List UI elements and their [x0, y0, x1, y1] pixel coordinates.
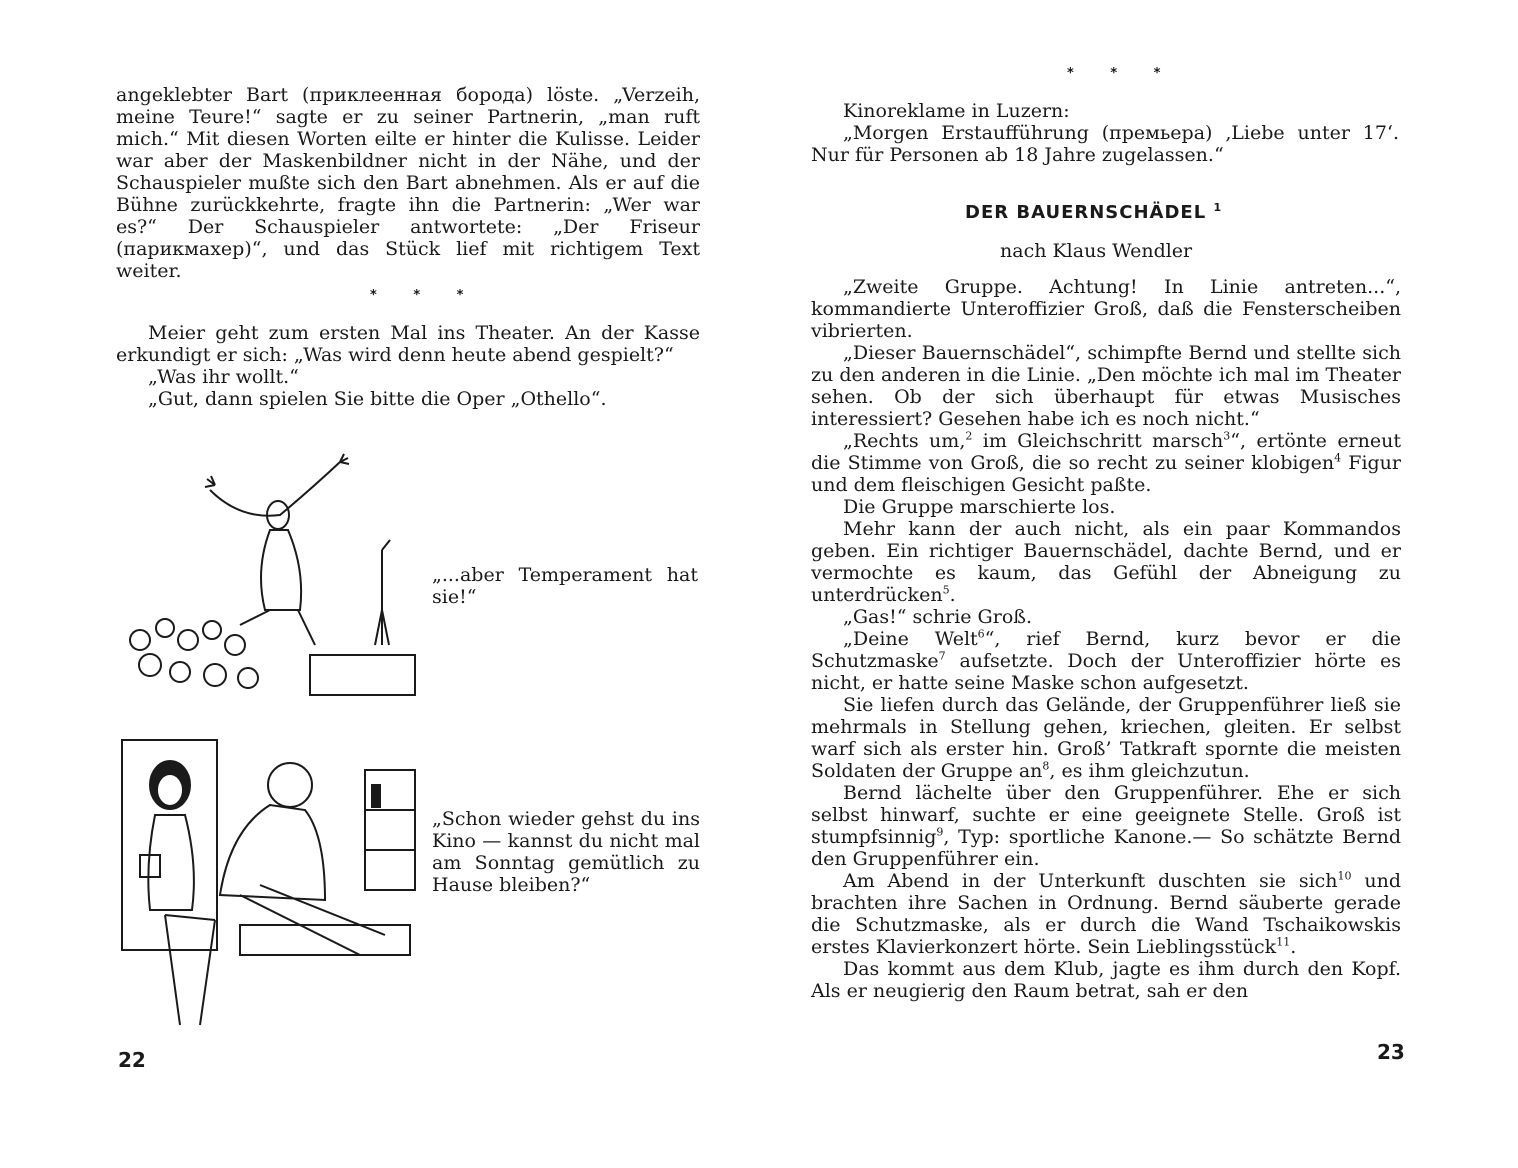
cinema-ad-text [811, 100, 1399, 166]
paragraph: „Zweite Gruppe. Achtung! In Linie antreten...“, kommandierte Unteroffizier Groß, daß die Fensterscheiben vibrierten. [811, 276, 1401, 342]
story-author: nach Klaus Wendler [1000, 240, 1193, 262]
paragraph: „Gut, dann spielen Sie bitte die Oper „Othello“. [148, 388, 607, 410]
joke-text [116, 322, 700, 410]
footnote-marker: 6 [977, 627, 985, 641]
footnote-marker: 10 [1337, 869, 1352, 883]
cartoon-caption-kino: „Schon wieder gehst du ins Kino — kannst du nicht mal am Sonntag gemütlich zu Hause bleiben?“ [432, 808, 700, 896]
text-run: . [1290, 936, 1297, 958]
footnote-marker: 11 [1276, 935, 1291, 949]
text-run: Mehr kann der auch nicht, als ein paar Kommandos geben. Ein richtiger Bauernschädel, dachte Bernd, und er vermochte es kaum, das Gefühl der Abneigung zu unterdrücken [811, 518, 1401, 606]
story-title [965, 202, 1222, 223]
text-run: “, ertönte erneut die Stimme von Groß, die so recht zu seiner klobigen [811, 430, 1401, 474]
story-text [811, 276, 1401, 1002]
opera-singer-cartoon [120, 450, 420, 710]
saw-cartoon [120, 735, 420, 1030]
footnote-marker: 2 [965, 429, 973, 443]
paragraph [811, 518, 1401, 606]
page-number: 23 [1377, 1040, 1405, 1064]
paragraph: „Was ihr wollt.“ [148, 366, 299, 388]
footnote-marker: 4 [1334, 451, 1342, 465]
footnote-marker: 8 [1042, 759, 1050, 773]
paragraph: „Dieser Bauernschädel“, schimpfte Bernd und stellte sich zu den anderen in die Linie. „Den möchte ich mal im Theater sehen. Ob der sich überhaupt für etwas Musisches interessiert? Gesehen habe ich es noch nicht.“ [811, 342, 1401, 430]
paragraph: Das kommt aus dem Klub, jagte es ihm durch den Kopf. Als er neugierig den Raum betrat, sah er den [811, 958, 1401, 1002]
right-page [759, 0, 1518, 1168]
paragraph: Die Gruppe marschierte los. [843, 496, 1116, 518]
text-run: „Rechts um, [843, 430, 966, 452]
text-run: , es ihm gleichzutun. [1049, 760, 1250, 782]
text-run: “, rief Bernd, kurz bevor er die Schutzmaske [811, 628, 1402, 672]
paragraph: „Gas!“ schrie Groß. [843, 606, 1032, 628]
text-run: im Gleichschritt marsch [972, 430, 1224, 452]
footnote-marker: 1 [1213, 201, 1223, 214]
footnote-marker: 3 [1223, 429, 1231, 443]
footnote-marker: 9 [936, 825, 944, 839]
text-run: . [949, 584, 956, 606]
text-run: Bernd lächelte über den Gruppenführer. Ehe er sich selbst hinwarf, suchte er eine geeignete Stelle. Groß ist stumpfsinnig [811, 782, 1401, 848]
text-run: , Typ: sportliche Kanone.— So schätzte Bernd den Gruppenführer ein. [811, 826, 1401, 870]
left-top-text [116, 84, 700, 282]
paragraph [811, 694, 1401, 782]
paragraph: „Morgen Erstaufführung (премьера) ‚Liebe unter 17‘. Nur für Personen ab 18 Jahre zugelassen.“ [811, 122, 1399, 166]
story-title-text: DER BAUERNSCHÄDEL [965, 202, 1207, 223]
paragraph [811, 430, 1401, 496]
paragraph [811, 628, 1401, 694]
footnote-marker: 5 [942, 583, 950, 597]
text-run: und brachten ihre Sachen in Ordnung. Bernd säuberte gerade die Schutzmaske, als er durch die Wand Tschaikowskis erstes Klavierkonzert hörte. Sein Lieblingsstück [811, 870, 1401, 958]
page-number: 22 [118, 1048, 146, 1072]
section-separator: * * * [1067, 66, 1177, 81]
text-run: „Deine Welt [843, 628, 978, 650]
footnote-marker: 7 [938, 649, 946, 663]
text-run: Figur und dem fleischigen Gesicht paßte. [811, 452, 1401, 496]
cartoon-caption-temperament: „...aber Temperament hat sie!“ [432, 564, 698, 608]
text-run: Sie liefen durch das Gelände, der Gruppenführer ließ sie mehrmals in Stellung gehen, kriechen, gleiten. Er selbst warf sich als erster hin. Groß’ Tatkraft spornte die meisten Soldaten der Gruppe an [811, 694, 1401, 782]
paragraph [811, 870, 1401, 958]
section-separator: * * * [370, 288, 480, 303]
paragraph: Kinoreklame in Luzern: [843, 100, 1070, 122]
text-run: aufsetzte. Doch der Unteroffizier hörte es nicht, er hatte seine Maske schon aufgesetzt. [811, 650, 1401, 694]
paragraph [811, 782, 1401, 870]
paragraph: Meier geht zum ersten Mal ins Theater. An der Kasse erkundigt er sich: „Was wird denn heute abend gespielt?“ [116, 322, 700, 366]
text-run: Am Abend in der Unterkunft duschten sie sich [843, 870, 1338, 892]
paragraph: angeklebter Bart (приклеенная борода) löste. „Verzeih, meine Teure!“ sagte er zu seiner Partnerin, „man ruft mich.“ Mit diesen Worten eilte er hinter die Kulisse. Leider war aber der Maskenbildner nicht in der Nähe, und der Schauspieler mußte sich den Bart abnehmen. Als er auf die Bühne zurückkehrte, fragte ihn die Partnerin: „Wer war es?“ Der Schauspieler antwortete: „Der Friseur (парикмахер)“, und das Stück lief mit richtigem Text weiter. [116, 84, 700, 282]
